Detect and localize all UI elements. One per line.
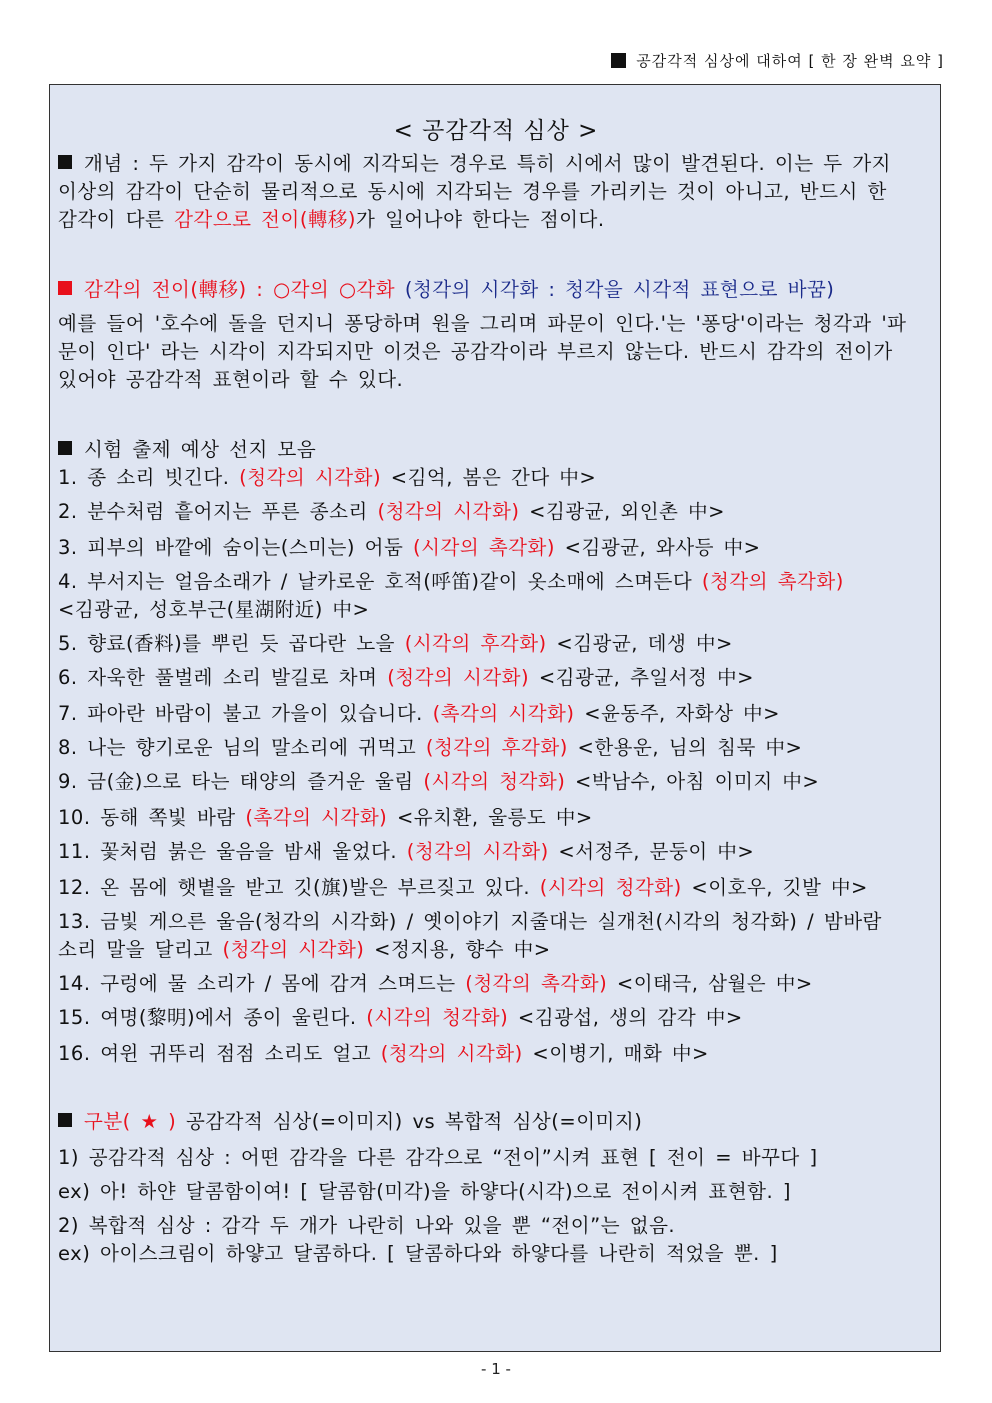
exam-item-text: 11. 꽃처럼 붉은 울음을 밤새 울었다. xyxy=(58,840,407,863)
exam-item-source: <서정주, 문둥이 中> xyxy=(548,840,755,863)
exam-item xyxy=(58,804,593,832)
exam-item-tag: (촉각의 시각화) xyxy=(245,806,388,829)
exam-item xyxy=(58,768,819,796)
exam-item-tag: (시각의 후각화) xyxy=(404,632,547,655)
exam-item-source: <김광균, 추일서정 中> xyxy=(529,666,754,689)
exam-item-text: 15. 여명(黎明)에서 종이 울린다. xyxy=(58,1006,367,1029)
exam-item-source: <김억, 봄은 간다 中> xyxy=(381,466,597,489)
page-number: - 1 - xyxy=(481,1360,511,1378)
exam-item-tag: (청각의 촉각화) xyxy=(465,972,608,995)
header-title: 공감각적 심상에 대하여 [ 한 장 완벽 요약 ] xyxy=(636,51,944,70)
distinction-heading: 구분( ★ ) 공감각적 심상(=이미지) vs 복합적 심상(=이미지) xyxy=(58,1108,642,1136)
distinction-line: ex) 아! 하얀 달콤함이여! [ 달콤함(미각)을 하얗다(시각)으로 전이시켜 표현함. ] xyxy=(58,1180,792,1203)
exam-item-text: 9. 금(金)으로 타는 태양의 즐거운 울림 xyxy=(58,770,424,793)
transfer-example-note: (청각의 시각화 : 청각을 시각적 표현으로 바꿈) xyxy=(404,278,835,301)
exam-item-source: <김광균, 와사등 中> xyxy=(554,536,761,559)
exam-item-source: <김광균, 외인촌 中> xyxy=(519,500,725,523)
red-square-icon xyxy=(58,281,72,295)
exam-item-source: <김광섭, 생의 감각 中> xyxy=(508,1006,743,1029)
exam-item-text: 7. 파아란 바람이 불고 가을이 있습니다. xyxy=(58,702,433,725)
exam-item-source: <박남수, 아침 이미지 中> xyxy=(565,770,820,793)
page-title: < 공감각적 심상 > xyxy=(393,118,599,144)
exam-item-text: 4. 부서지는 얼음소래가 / 날카로운 호적(呼笛)같이 옷소매에 스며든다 xyxy=(58,570,702,593)
black-square-icon xyxy=(58,441,72,455)
exam-item xyxy=(58,630,733,658)
transfer-body: 예를 들어 '호수에 돌을 던지니 퐁당하며 원을 그리며 파문이 인다.'는 '퐁당'이라는 청각과 '파문이 인다' 라는 시각이 지각되지만 이것은 공감각이라 부르지 않는다. 반드시 감각의 전이가 있어야 공감각적 표현이라 할 수 있다. xyxy=(58,312,907,391)
exam-item xyxy=(58,568,908,624)
exam-item xyxy=(58,734,802,762)
exam-item-source: <윤동주, 자화상 中> xyxy=(574,702,780,725)
exam-heading: 시험 출제 예상 선지 모음 xyxy=(58,436,316,464)
concept-paragraph: 개념 : 두 가지 감각이 동시에 지각되는 경우로 특히 시에서 많이 발견된다. 이는 두 가지 이상의 감각이 단순히 물리적으로 동시에 지각되는 경우를 가리키는 것이 아니고, 반드시 한 감각이 다른 감각으로 전이(轉移)가 일어나야 한다는 점이다. xyxy=(58,152,892,231)
exam-item-text: 8. 나는 향기로운 님의 말소리에 귀먹고 xyxy=(58,736,426,759)
exam-item-source: <김광균, 데생 中> xyxy=(546,632,733,655)
exam-item xyxy=(58,1040,709,1068)
exam-item-text: 13. 금빛 게으른 울음(청각의 시각화) / 옛이야기 지줄대는 실개천(시각의 청각화) / 밤바람 소리 말을 달리고 xyxy=(58,910,882,961)
distinction-line: 1) 공감각적 심상 : 어떤 감각을 다른 감각으로 “전이”시켜 표현 [ 전이 = 바꾸다 ] xyxy=(58,1146,818,1169)
exam-item-tag: (청각의 시각화) xyxy=(406,840,549,863)
exam-item xyxy=(58,664,754,692)
exam-item xyxy=(58,838,754,866)
exam-item xyxy=(58,874,868,902)
exam-item-tag: (청각의 시각화) xyxy=(387,666,530,689)
black-square-icon xyxy=(58,155,72,169)
transfer-heading: 감각의 전이(轉移) : ○각의 ○각화 (청각의 시각화 : 청각을 시각적 표현으로 바꿈) xyxy=(58,276,834,304)
exam-item-tag: (시각의 청각화) xyxy=(366,1006,509,1029)
distinction-line: ex) 아이스크림이 하얗고 달콤하다. [ 달콤하다와 하얗다를 나란히 적었을 뿐. ] xyxy=(58,1242,778,1265)
exam-item xyxy=(58,970,813,998)
black-square-icon xyxy=(58,1113,72,1127)
distinction-line: 2) 복합적 심상 : 감각 두 개가 나란히 나와 있을 뿐 “전이”는 없음. xyxy=(58,1214,676,1237)
exam-item xyxy=(58,700,780,728)
exam-item-source: <정지용, 향수 中> xyxy=(364,938,551,961)
exam-item-tag: (시각의 촉각화) xyxy=(413,536,555,559)
exam-item-text: 14. 구렁에 물 소리가 / 몸에 감겨 스며드는 xyxy=(58,972,466,995)
exam-item-text: 10. 동해 쪽빛 바람 xyxy=(58,806,246,829)
exam-item xyxy=(58,1004,743,1032)
exam-item-source: <김광균, 성호부근(星湖附近) 中> xyxy=(58,598,370,621)
exam-item-tag: (촉각의 시각화) xyxy=(432,702,575,725)
exam-item xyxy=(58,908,908,964)
exam-item-source: <한용운, 님의 침묵 中> xyxy=(567,736,803,759)
exam-item-tag: (청각의 시각화) xyxy=(377,500,520,523)
exam-item-tag: (청각의 촉각화) xyxy=(701,570,844,593)
exam-item xyxy=(58,464,596,492)
exam-item-text: 1. 종 소리 빗긴다. xyxy=(58,466,240,489)
exam-item-source: <이병기, 매화 中> xyxy=(522,1042,709,1065)
exam-item-tag: (청각의 시각화) xyxy=(222,938,365,961)
exam-item-tag: (시각의 청각화) xyxy=(539,876,682,899)
document-header xyxy=(611,48,944,72)
exam-item-text: 16. 여윈 귀뚜리 점점 소리도 얼고 xyxy=(58,1042,381,1065)
exam-item-tag: (청각의 후각화) xyxy=(425,736,568,759)
exam-item xyxy=(58,534,760,562)
exam-item-tag: (시각의 청각화) xyxy=(423,770,566,793)
exam-item xyxy=(58,498,725,526)
concept-highlight: 감각으로 전이(轉移) xyxy=(174,208,357,231)
exam-item-text: 5. 향료(香料)를 뿌린 듯 곱다란 노을 xyxy=(58,632,405,655)
exam-item-tag: (청각의 시각화) xyxy=(239,466,382,489)
exam-item-tag: (청각의 시각화) xyxy=(380,1042,523,1065)
exam-item-text: 12. 온 몸에 햇볕을 받고 깃(旗)발은 부르짖고 있다. xyxy=(58,876,540,899)
exam-item-text: 2. 분수처럼 흩어지는 푸른 종소리 xyxy=(58,500,378,523)
exam-item-source: <이태극, 삼월은 中> xyxy=(607,972,813,995)
exam-item-text: 3. 피부의 바깥에 숨이는(스미는) 어둠 xyxy=(58,536,414,559)
exam-item-text: 6. 자욱한 풀벌레 소리 발길로 차며 xyxy=(58,666,388,689)
black-square-icon xyxy=(611,53,626,68)
exam-item-source: <유치환, 울릉도 中> xyxy=(387,806,593,829)
exam-item-source: <이호우, 깃발 中> xyxy=(681,876,868,899)
